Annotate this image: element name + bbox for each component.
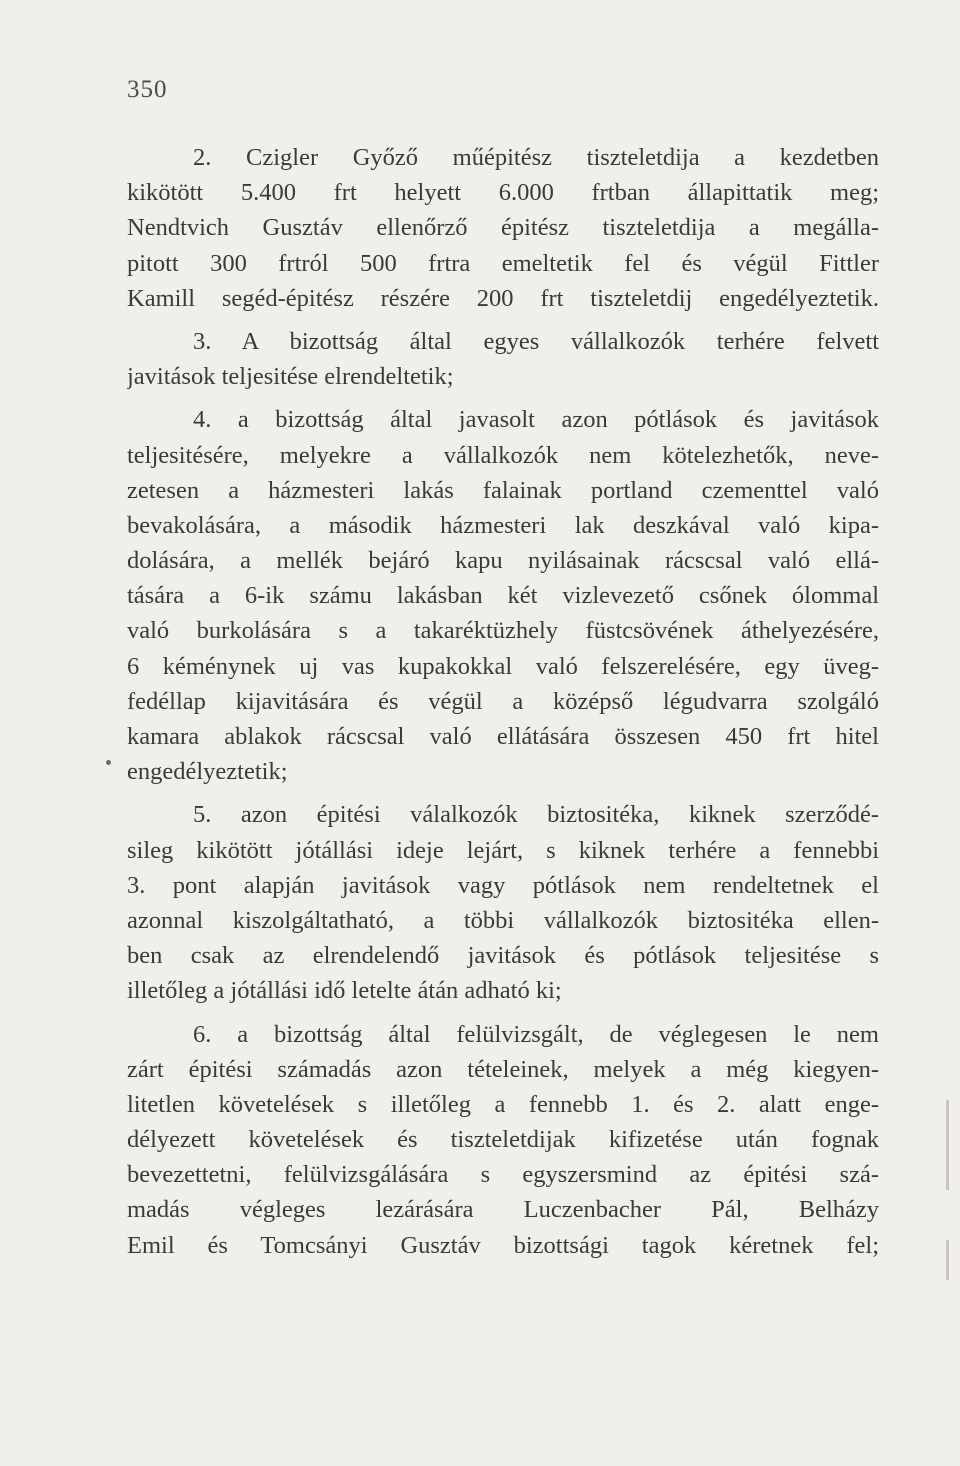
text-line: dolására, a mellék bejáró kapu nyilásainak rácscsal való ellá-: [127, 547, 879, 575]
text-line: pitott 300 frtról 500 frtra emeltetik fel és végül Fittler: [127, 249, 879, 277]
page-number: 350: [127, 76, 168, 103]
paragraph-4: [127, 402, 879, 789]
text-line: Nendtvich Gusztáv ellenőrző épitész tiszteletdija a megálla-: [127, 214, 879, 242]
paragraph-3: [127, 324, 879, 394]
text-line: való burkolására s a takaréktüzhely füstcsövének áthelyezésére,: [127, 617, 879, 645]
text-line: 3. pont alapján javitások vagy pótlások nem rendeltetnek el: [127, 871, 879, 899]
paragraph-5: [127, 797, 879, 1008]
text-line: madás végleges lezárására Luczenbacher Pál, Belházy: [127, 1196, 879, 1224]
page-edge-mark: [946, 1240, 949, 1280]
text-line: bevakolására, a második házmesteri lak deszkával való kipa-: [127, 511, 879, 539]
text-line: Emil és Tomcsányi Gusztáv bizottsági tagok kéretnek fel;: [127, 1231, 879, 1259]
text-line: illetőleg a jótállási idő letelte átán adható ki;: [127, 977, 562, 1005]
text-line: Kamill segéd-épitész részére 200 frt tiszteletdij engedélyeztetik.: [127, 284, 879, 312]
page-edge-mark: [946, 1100, 949, 1190]
text-line: kamara ablakok rácscsal való ellátására összesen 450 frt hitel: [127, 723, 879, 750]
text-line: 2. Czigler Győző műépitész tiszteletdija a kezdetben: [193, 144, 879, 171]
text-line: tására a 6-ik számu lakásban két vizlevezető csőnek ólommal: [127, 582, 879, 610]
text-line: sileg kikötött jótállási ideje lejárt, s kiknek terhére a fennebbi: [127, 836, 879, 864]
text-line: ben csak az elrendelendő javitások és pótlások teljesitése s: [127, 942, 879, 970]
text-line: kikötött 5.400 frt helyett 6.000 frtban állapittatik meg;: [127, 179, 879, 207]
text-line: bevezettetni, felülvizsgálására s egyszersmind az épitési szá-: [127, 1161, 879, 1189]
text-line: litetlen követelések s illetőleg a fennebb 1. és 2. alatt enge-: [127, 1090, 879, 1118]
body-text: [127, 140, 879, 1263]
text-line: zárt épitési számadás azon tételeinek, melyek a még kiegyen-: [127, 1055, 879, 1083]
text-line: engedélyeztetik;: [127, 758, 288, 786]
text-line: teljesitésére, melyekre a vállalkozók nem kötelezhetők, neve-: [127, 441, 879, 469]
text-line: 3. A bizottság által egyes vállalkozók terhére felvett: [193, 327, 879, 355]
paragraph-6: [127, 1017, 879, 1263]
text-line: délyezett követelések és tiszteletdijak kifizetése után fognak: [127, 1126, 879, 1154]
text-line: azonnal kiszolgáltatható, a többi vállalkozók biztositéka ellen-: [127, 906, 879, 934]
text-line: fedéllap kijavitására és végül a középső légudvarra szolgáló: [127, 687, 879, 715]
text-line: 4. a bizottság által javasolt azon pótlások és javitások: [193, 406, 879, 434]
text-line: 5. azon épitési válalkozók biztositéka, kiknek szerződé-: [193, 801, 879, 829]
margin-dot: [106, 760, 111, 765]
text-line: javitások teljesitése elrendeltetik;: [127, 363, 454, 391]
text-line: 6 kéménynek uj vas kupakokkal való felszerelésére, egy üveg-: [127, 652, 879, 680]
text-line: 6. a bizottság által felülvizsgált, de véglegesen le nem: [193, 1020, 879, 1048]
paragraph-2: [127, 140, 879, 316]
text-line: zetesen a házmesteri lakás falainak portland czementtel való: [127, 476, 879, 504]
